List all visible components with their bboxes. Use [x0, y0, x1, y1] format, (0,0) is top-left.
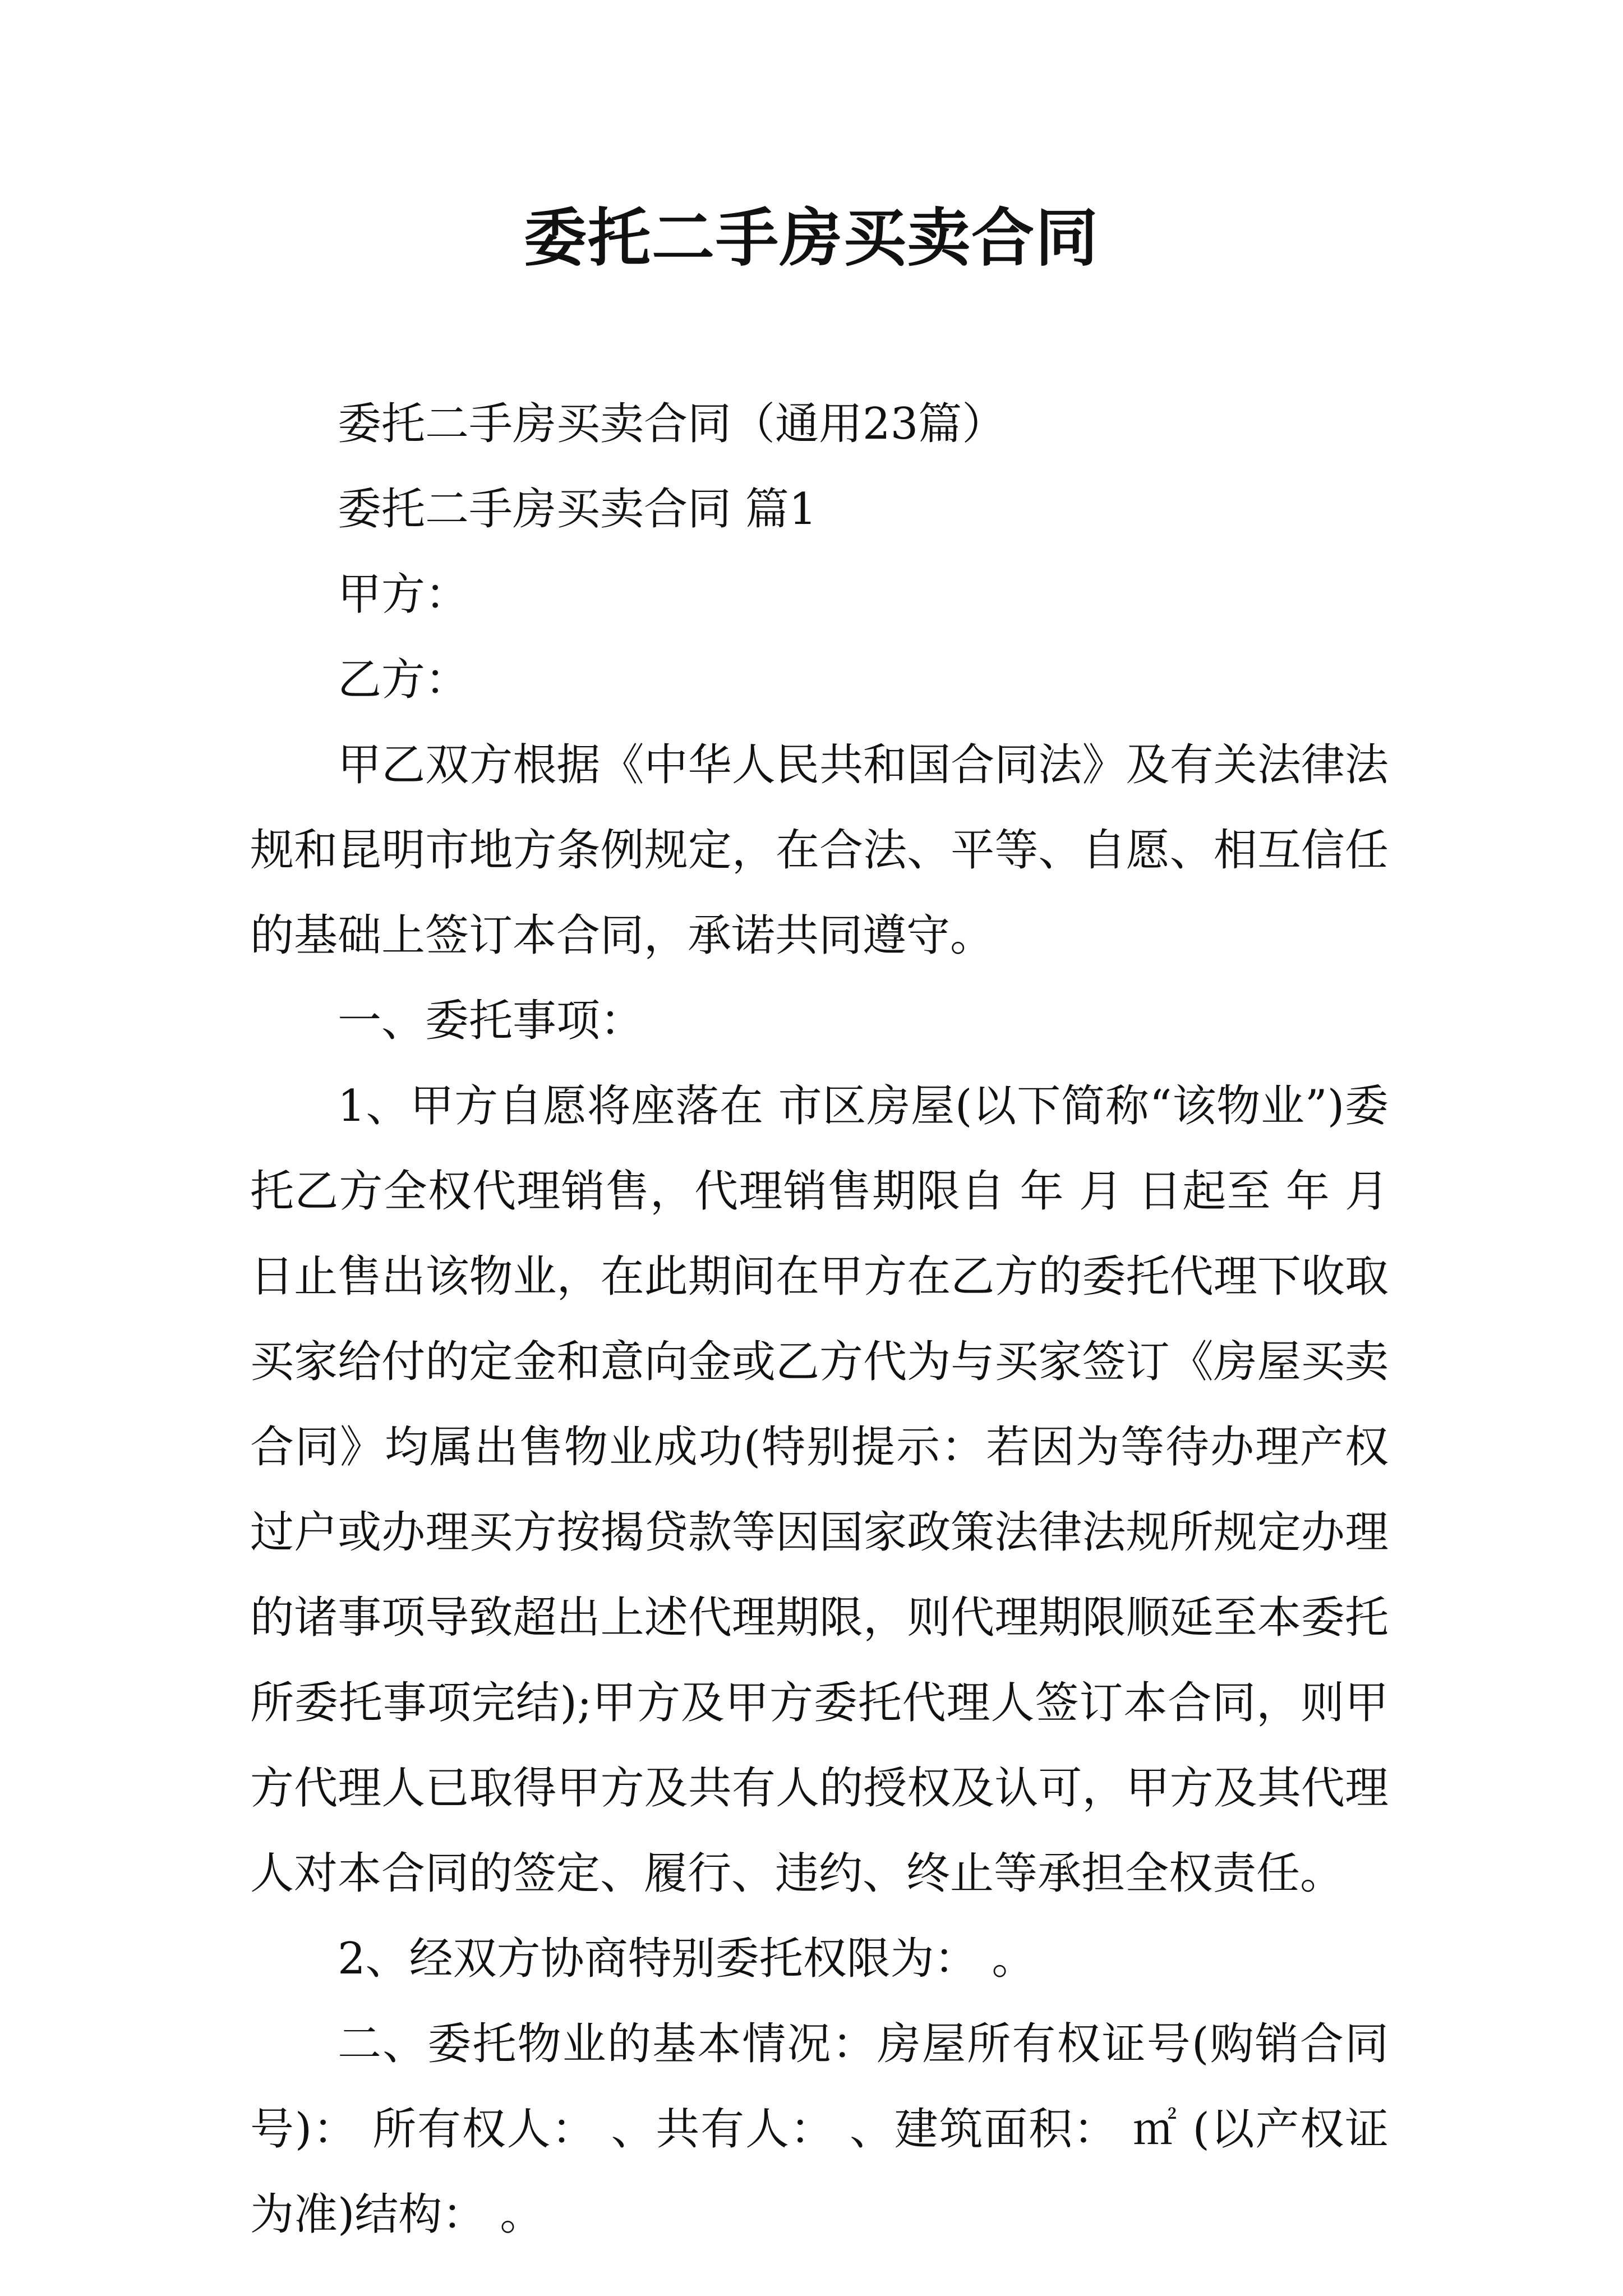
document-body — [250, 381, 1389, 2257]
paragraph-clause-two: 二、委托物业的基本情况：房屋所有权证号(购销合同号)： 所有权人： 、共有人： 、建筑面积： ㎡ (以产权证为准)结构： 。 — [250, 2019, 1389, 2240]
document-title: 委托二手房买卖合同 — [524, 201, 1099, 275]
paragraph-clause-1-1: 1、甲方自愿将座落在 市区房屋(以下简称“该物业”)委托乙方全权代理销售，代理销售期限自 年 月 日起至 年 月 日止售出该物业，在此期间在甲方在乙方的委托代理下收取买家给付的定金和意向金或乙方代为与买家签订《房屋买卖合同》均属出售物业成功(特别提示：若因为等待办理产权过户或办理买方按揭贷款等因国家政策法律法规所规定办理的诸事项导致超出上述代理期限，则代理期限顺延至本委托所委托事项完结);甲方及甲方委托代理人签订本合同，则甲方代理人已取得甲方及共有人的授权及认可，甲方及其代理人对本合同的签定、履行、违约、终止等承担全权责任。 — [250, 1081, 1389, 1899]
paragraph-clause-one-heading: 一、委托事项： — [338, 996, 644, 1046]
paragraph-section-heading: 委托二手房买卖合同 篇1 — [338, 484, 817, 535]
paragraph-party-a: 甲方： — [338, 569, 469, 620]
paragraph-preamble: 甲乙双方根据《中华人民共和国合同法》及有关法律法规和昆明市地方条例规定，在合法、平等、自愿、相互信任的基础上签订本合同，承诺共同遵守。 — [250, 740, 1389, 961]
paragraph-clause-1-2: 2、经双方协商特别委托权限为： 。 — [338, 1934, 1036, 1984]
paragraph-collection-title: 委托二手房买卖合同（通用23篇） — [338, 399, 1006, 449]
paragraph-party-b: 乙方： — [338, 655, 469, 705]
